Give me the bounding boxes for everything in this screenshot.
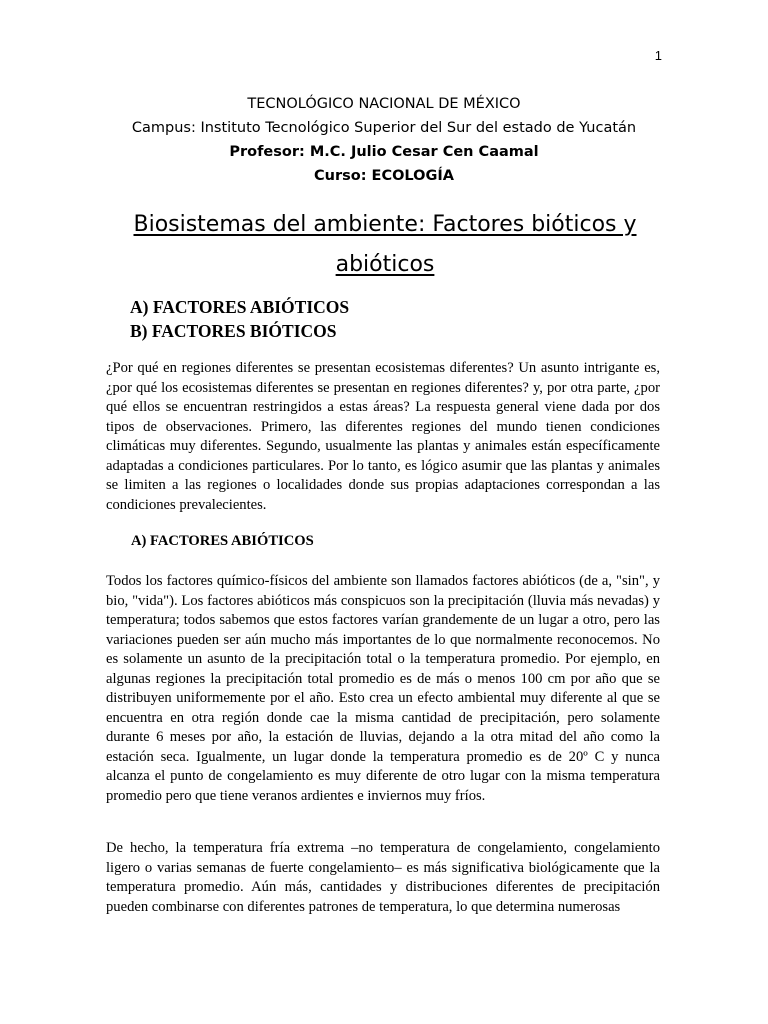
institution-name: TECNOLÓGICO NACIONAL DE MÉXICO — [247, 96, 521, 112]
course-line: Curso: ECOLOGÍA — [314, 168, 454, 184]
intro-paragraph: ¿Por qué en regiones diferentes se presentan ecosistemas diferentes? Un asunto intrigante es, ¿por qué los ecosistemas diferentes se presentan en regiones diferentes? y, por otra parte, ¿por qué ellos se encuentran restringidos a estas áreas? La respuesta general viene dada por dos tipos de observaciones. Primero, las diferentes regiones del mundo tienen condiciones climáticas muy diferentes. Segundo, usualmente las plantas y animales están específicamente adaptadas a condiciones particulares. Por lo tanto, es lógico asumir que las plantas y animales se limiten a las regiones o localidades donde sus propias adaptaciones correspondan a las condiciones prevalecientes. — [106, 360, 660, 513]
section-a-paragraph-2: De hecho, la temperatura fría extrema –no temperatura de congelamiento, congelamiento ligero o varias semanas de fuerte congelamiento– es más significativa biológicamente que la temperatura promedio. Aún más, cantidades y distribuciones diferentes de precipitación pueden combinarse con diferentes patrones de temperatura, lo que determina numerosas — [106, 840, 660, 915]
document-header — [0, 92, 768, 188]
document-title: Biosistemas del ambiente: Factores bióticos y abióticos — [133, 212, 637, 277]
section-a-heading: A) FACTORES ABIÓTICOS — [131, 533, 314, 549]
section-a-paragraph-1: Todos los factores químico-físicos del ambiente son llamados factores abióticos (de a, "sin", y bio, "vida"). Los factores abióticos más conspicuos son la precipitación (lluvia más nevadas) y temperatura; todos sabemos que estos factores varían grandemente de un lugar a otro, pero las variaciones pueden ser aún mucho más importantes de lo que normalmente reconocemos. No es solamente un asunto de la precipitación total o la temperatura promedio. Por ejemplo, en algunas regiones la precipitación total promedio es de más o menos 100 cm por año que se distribuyen uniformemente por el año. Esto crea un efecto ambiental muy diferente al que se encuentra en otra región donde cae la misma cantidad de precipitación, pero solamente durante 6 meses por año, la estación de lluvias, dejando a la otra mitad del año como la estación seca. Igualmente, un lugar donde la temperatura promedio es de 20º C y nunca alcanza el punto de congelamiento es muy diferente de otro lugar con la misma temperatura promedio pero que tiene veranos ardientes e inviernos muy fríos. — [106, 573, 660, 804]
page-number: 1 — [654, 48, 662, 63]
campus-line: Campus: Instituto Tecnológico Superior del Sur del estado de Yucatán — [131, 120, 637, 136]
index-item-abioticos: A) FACTORES ABIÓTICOS — [130, 297, 350, 317]
section-index — [130, 295, 349, 343]
professor-line: Profesor: M.C. Julio Cesar Cen Caamal — [229, 144, 539, 160]
index-item-bioticos: B) FACTORES BIÓTICOS — [130, 321, 337, 341]
